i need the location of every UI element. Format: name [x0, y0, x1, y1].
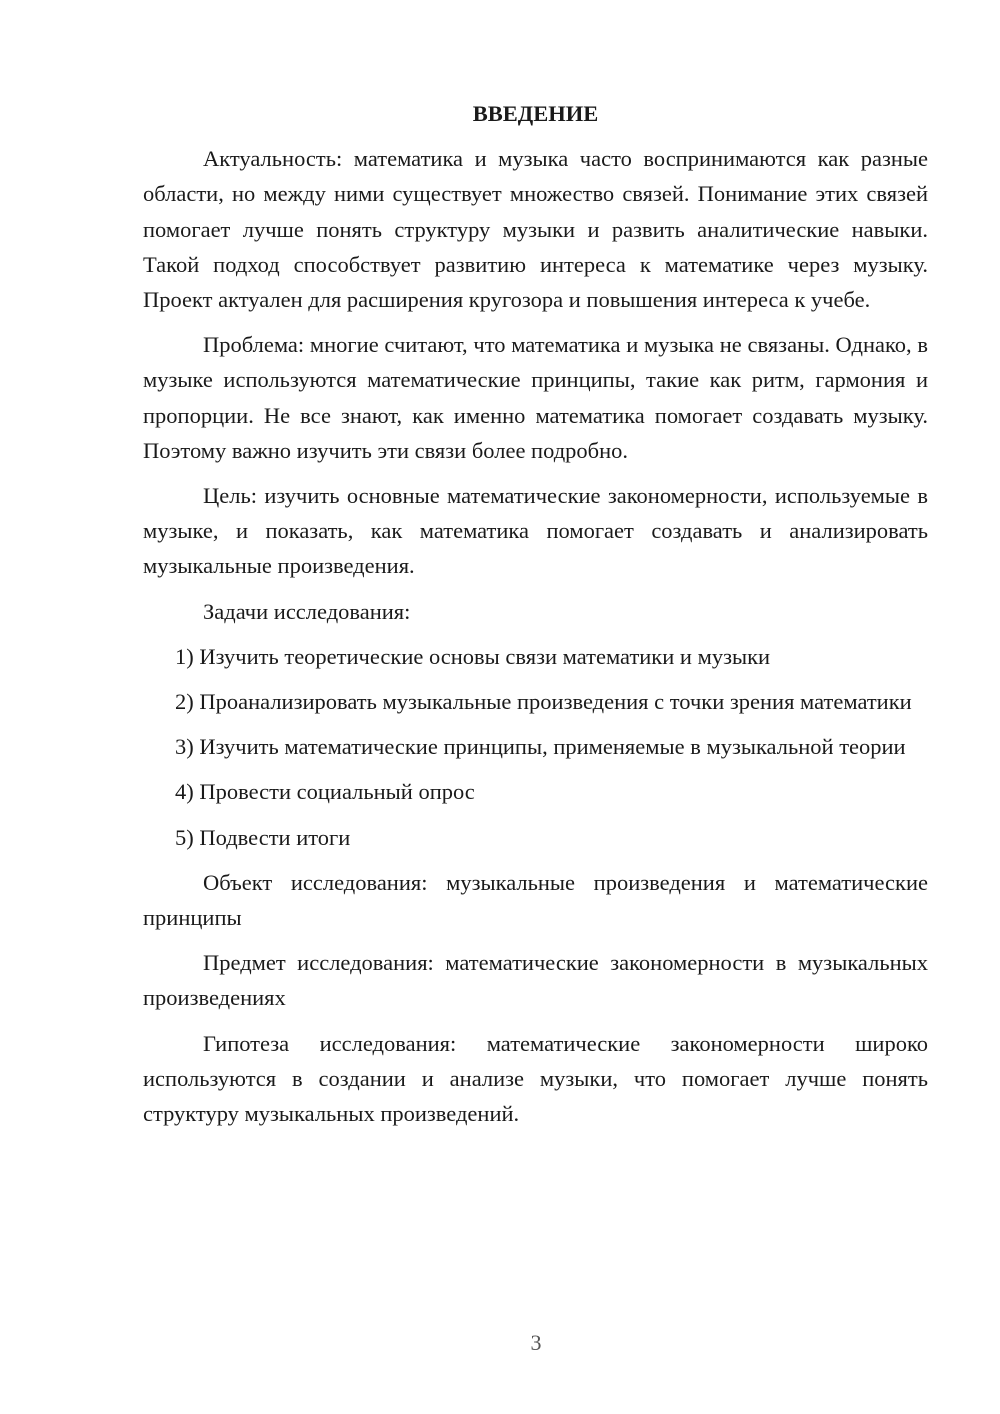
task-item: 4) Провести социальный опрос	[175, 779, 475, 805]
task-item: 3) Изучить математические принципы, применяемые в музыкальной теории	[175, 734, 906, 760]
task-item: 2) Проанализировать музыкальные произведения с точки зрения математики	[175, 689, 912, 715]
subject-paragraph: Предмет исследования: математические закономерности в музыкальных произведениях	[143, 950, 928, 1011]
page-number: 3	[530, 1330, 542, 1355]
tasks-heading: Задачи исследования:	[203, 598, 411, 624]
hypothesis-paragraph: Гипотеза исследования: математические закономерности широко используются в создании и анализе музыки, что помогает лучше понять структуру музыкальных произведений.	[143, 1030, 928, 1127]
task-item: 5) Подвести итоги	[175, 824, 351, 850]
task-item: 1) Изучить теоретические основы связи математики и музыки	[175, 643, 771, 669]
relevance-paragraph: Актуальность: математика и музыка часто воспринимаются как разные области, но между ними существует множество связей. Понимание этих связей помогает лучше понять структуру музыки и развить аналитические навыки. Такой подход способствует развитию интереса к математике через музыку. Проект актуален для расширения кругозора и повышения интереса к учебе.	[143, 146, 928, 313]
object-paragraph: Объект исследования: музыкальные произведения и математические принципы	[143, 869, 928, 931]
section-title: ВВЕДЕНИЕ	[472, 101, 599, 126]
goal-paragraph: Цель: изучить основные математические закономерности, используемые в музыке, и показать, как математика помогает создавать и анализировать музыкальные произведения.	[143, 483, 928, 579]
document-page	[143, 96, 928, 1141]
problem-paragraph: Проблема: многие считают, что математика и музыка не связаны. Однако, в музыке используются математические принципы, такие как ритм, гармония и пропорции. Не все знают, как именно математика помогает создавать музыку. Поэтому важно изучить эти связи более подробно.	[143, 332, 928, 463]
